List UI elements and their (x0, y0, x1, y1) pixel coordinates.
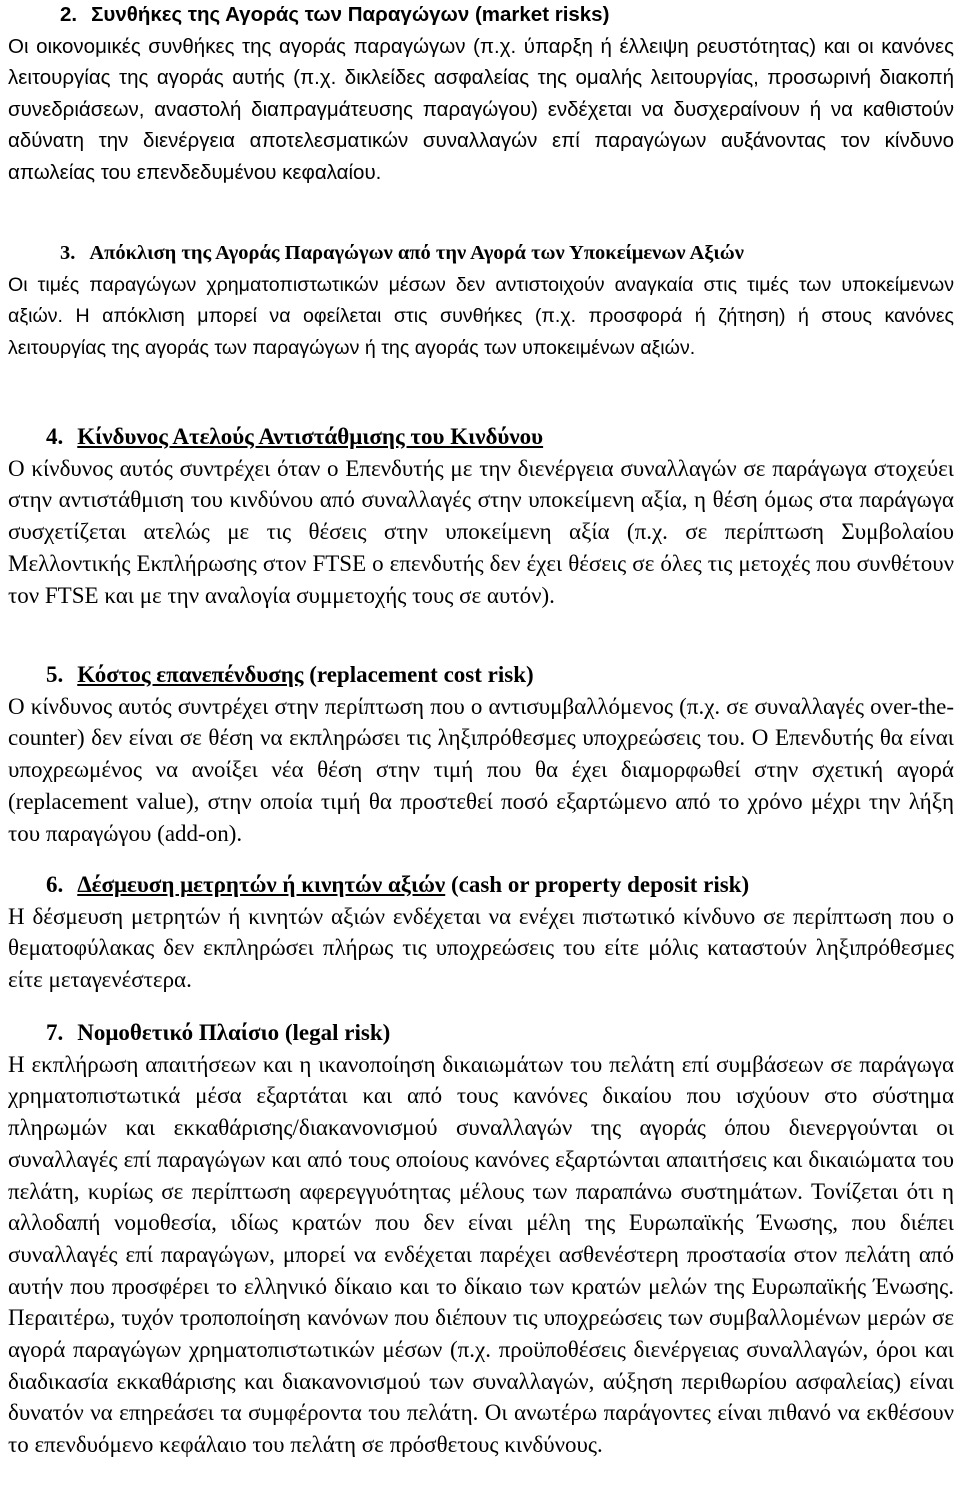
section-title: Απόκλιση της Αγοράς Παραγώγων από την Αγορά των Υποκείμενων Αξιών (89, 242, 744, 264)
section-heading (46, 421, 954, 453)
section-body: Ο κίνδυνος αυτός συντρέχει όταν ο Επενδυτής με την διενέργεια συναλλαγών σε παράγωγα στοχεύει στην αντιστάθμιση του κινδύνου από συναλλαγές στην υποκείμενη αξία, η θέση όμως στα παράγωγα συσχετίζεται ατελώς με τις θέσεις στην υποκείμενη αξία (π.χ. σε περίπτωση Συμβολαίου Μελλοντικής Εκπλήρωσης στον FTSE ο επενδυτής δεν έχει θέσεις σε όλες τις μετοχές που συνθέτουν τον FTSE και με την αναλογία συμμετοχής τους σε αυτόν). (8, 455, 954, 608)
section-body: Η δέσμευση μετρητών ή κινητών αξιών ενδέχεται να ενέχει πιστωτικό κίνδυνο σε περίπτωση που ο θεματοφύλακας δεν εκπληρώσει πλήρως τις υποχρεώσεις του είτε μόλις καταστούν ληξιπρόθεσμες είτε μεταγενέστερα. (8, 903, 954, 993)
section-heading (46, 1017, 954, 1049)
section-market-divergence (8, 238, 954, 364)
section-number: 2. (60, 3, 78, 26)
section-replacement-cost (8, 659, 954, 849)
section-title-suffix: (replacement cost risk) (303, 662, 534, 687)
section-body: Οι οικονομικές συνθήκες της αγοράς παραγώγων (π.χ. ύπαρξη ή έλλειψη ρευστότητας) και οι κανόνες λειτουργίας της αγοράς αυτής (π.χ. δικλείδες ασφαλείας της ομαλής λειτουργίας, προσωρινή διακοπή συνεδριάσεων, αναστολή διαπραγμάτευσης παραγώγου) ενδέχεται να δυσχεραίνουν ή να καθιστούν αδύνατη την διενέργεια αποτελεσματικών συναλλαγών επί παραγώγων αυξάνοντας τον κίνδυνο απωλείας του επενδεδυμένου κεφαλαίου. (8, 34, 954, 184)
section-market-risks (8, 0, 954, 188)
section-title: Δέσμευση μετρητών ή κινητών αξιών (77, 872, 446, 897)
section-title: Συνθήκες της Αγοράς των Παραγώγων (market risks) (91, 3, 610, 26)
section-number: 7. (46, 1020, 64, 1045)
section-heading (60, 238, 954, 270)
section-heading (46, 869, 954, 901)
section-heading (60, 0, 954, 31)
section-title-suffix: (cash or property deposit risk) (445, 872, 750, 897)
section-number: 5. (46, 662, 64, 687)
section-deposit-risk (8, 869, 954, 996)
section-number: 3. (60, 242, 76, 264)
section-legal-risk (8, 1017, 954, 1461)
section-title: Κόστος επανεπένδυσης (77, 662, 304, 687)
section-body: Ο κίνδυνος αυτός συντρέχει στην περίπτωση που ο αντισυμβαλλόμενος (π.χ. σε συναλλαγές over-the-counter) δεν είναι σε θέση να εκπληρώσει τις ληξιπρόθεσμες υποχρεώσεις του. Ο Επενδυτής θα είναι υποχρεωμένος να ανοίξει νέα θέση στην τιμή που θα έχει διαμορφωθεί στην σχετική αγορά (replacement value), στην οποία τιμή θα προστεθεί ποσό εξαρτώμενο από το χρόνο μέχρι την λήξη του παραγώγου (add-on). (8, 693, 954, 846)
section-title: Νομοθετικό Πλαίσιο (legal risk) (77, 1020, 391, 1045)
section-body: Η εκπλήρωση απαιτήσεων και η ικανοποίηση δικαιωμάτων του πελάτη επί συμβάσεων σε παράγωγα χρηματοπιστωτικά μέσα εξαρτάται και από τους κανόνες δικαίου που ισχύουν στο σύστημα πληρωμών και εκκαθάρισης/διακανονισμού συναλλαγών της αγοράς όπου διενεργούνται οι συναλλαγές επί παραγώγων και από τους οποίους κανόνες εξαρτώνται απαιτήσεις και δικαιώματα του πελάτη, κυρίως σε περίπτωση αφερεγγυότητας μέλους των παραπάνω συστημάτων. Τονίζεται ότι η αλλοδαπή νομοθεσία, ιδίως κρατών που δεν είναι μέλη της Ευρωπαϊκής Ένωσης, που διέπει συναλλαγές επί παραγώγων, μπορεί να ενδέχεται παρέχει ασθενέστερη προστασία στον πελάτη από αυτήν που προσφέρει το ελληνικό δίκαιο και το δίκαιο των κρατών μελών της Ευρωπαϊκής Ένωσης. Περαιτέρω, τυχόν τροποποίηση κανόνων που διέπουν τις υποχρεώσεις των συμβαλλομένων μερών σε αγορά παραγώγων χρηματοπιστωτικών μέσων (π.χ. προϋποθέσεις διενέργειας συναλλαγών, όροι και διαδικασία εκκαθάρισης και διακανονισμού των συναλλαγών, αύξηση περιθωρίου ασφαλείας) είναι δυνατόν να επηρεάσει τα συμφέροντα του πελάτη. Οι ανωτέρω παράγοντες είναι πιθανό να εκθέσουν το επενδυόμενο κεφάλαιο του πελάτη σε πρόσθετους κινδύνους. (8, 1051, 954, 1458)
section-imperfect-hedging (8, 421, 954, 611)
section-number: 6. (46, 872, 64, 897)
section-number: 4. (46, 424, 64, 449)
section-body: Οι τιμές παραγώγων χρηματοπιστωτικών μέσων δεν αντιστοιχούν αναγκαία στις τιμές των υποκείμενων αξιών. Η απόκλιση μπορεί να οφείλεται στις συνθήκες (π.χ. προσφορά ή ζήτηση) ή στους κανόνες λειτουργίας της αγοράς των παραγώγων ή της αγοράς των υποκειμένων αξιών. (8, 273, 954, 359)
section-heading (46, 659, 954, 691)
section-title: Κίνδυνος Ατελούς Αντιστάθμισης του Κινδύνου (77, 424, 544, 449)
